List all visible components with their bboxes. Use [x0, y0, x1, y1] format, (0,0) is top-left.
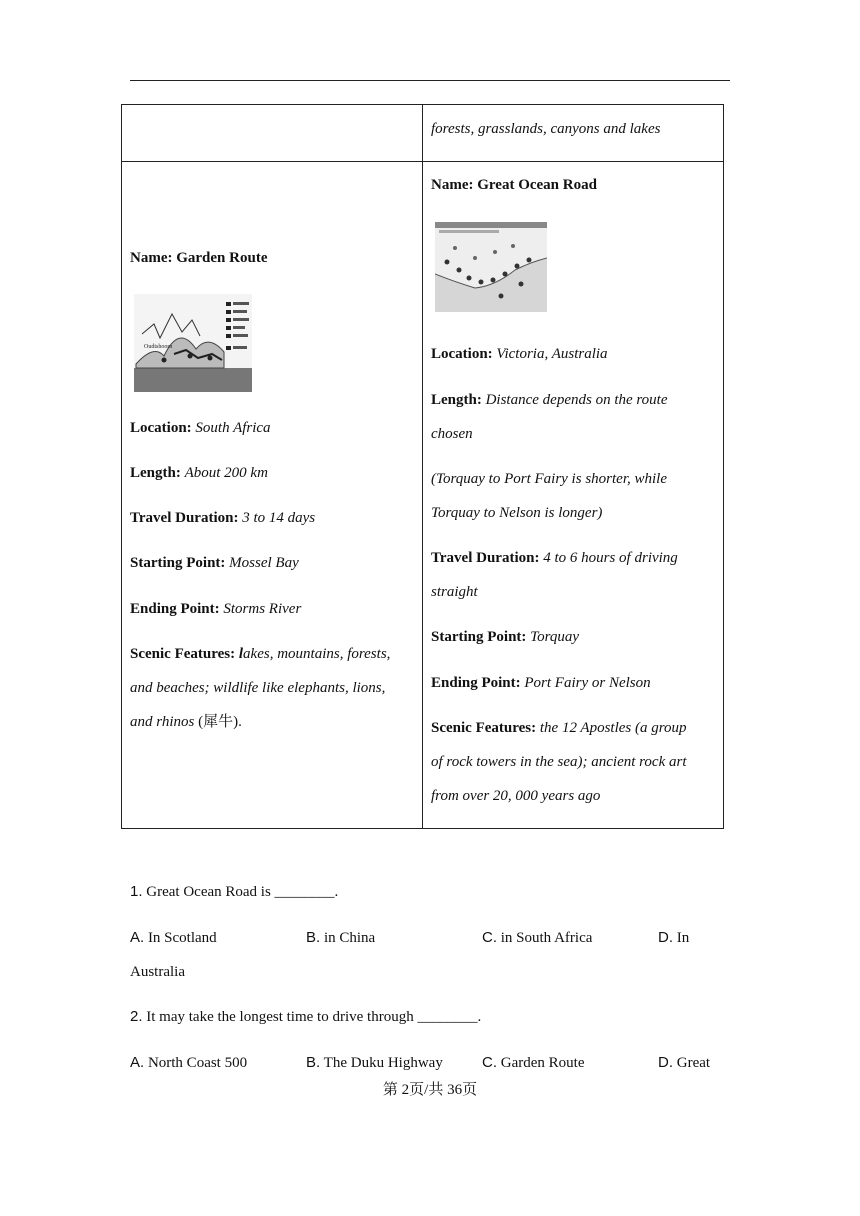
question-number: 1. — [130, 883, 143, 900]
start-line — [431, 627, 579, 647]
start-line — [130, 553, 299, 573]
scenic-note: (犀牛). — [194, 714, 242, 730]
length-label: Length: — [130, 465, 181, 481]
option-d[interactable] — [658, 928, 689, 948]
duration-label: Travel Duration: — [130, 510, 239, 526]
option-b[interactable] — [306, 1053, 443, 1073]
end-line — [431, 673, 651, 693]
option-letter: B. — [306, 929, 321, 946]
option-letter: A. — [130, 929, 145, 946]
name-line — [130, 248, 267, 268]
location-line — [431, 344, 608, 364]
option-d[interactable] — [658, 1053, 710, 1073]
length-line-2: chosen — [431, 426, 473, 442]
page-footer: 第 2页/共 36页 — [382, 1082, 478, 1098]
location-value: Victoria, Australia — [496, 346, 608, 362]
start-label: Starting Point: — [431, 629, 527, 645]
garden-route-cell — [122, 162, 423, 829]
scenic-line-1 — [130, 644, 390, 664]
start-label: Starting Point: — [130, 555, 226, 571]
option-letter: D. — [658, 1054, 673, 1071]
cell-text: forests, grasslands, canyons and lakes — [431, 121, 661, 137]
option-text: in South Africa — [500, 930, 593, 946]
scenic-value-bold: l — [238, 646, 244, 662]
option-a[interactable] — [130, 1053, 247, 1073]
question-stem: Great Ocean Road is ________. — [146, 884, 339, 900]
table-row — [122, 105, 724, 162]
svg-text:Oudtshoorn: Oudtshoorn — [144, 344, 173, 350]
option-text: The Duku Highway — [323, 1055, 443, 1071]
scenic-line-2: of rock towers in the sea); ancient rock art — [431, 754, 687, 770]
scenic-label: Scenic Features: — [431, 720, 537, 736]
table-cell — [423, 105, 724, 162]
scenic-line-3: from over 20, 000 years ago — [431, 788, 601, 804]
option-letter: C. — [482, 1054, 497, 1071]
option-letter: C. — [482, 929, 497, 946]
end-label: Ending Point: — [130, 601, 220, 617]
question-number: 2. — [130, 1008, 143, 1025]
name-label: Name: — [130, 250, 173, 266]
great-ocean-road-map-image — [435, 222, 547, 312]
scenic-value: the 12 Apostles (a group — [539, 720, 687, 736]
option-d-wrap: Australia — [130, 964, 185, 980]
name-line: Name: Great Ocean Road — [431, 177, 597, 193]
duration-line — [431, 548, 678, 568]
end-value: Port Fairy or Nelson — [524, 675, 651, 691]
option-a[interactable] — [130, 928, 217, 948]
scenic-value: and rhinos — [130, 714, 195, 730]
table-cell-empty — [122, 105, 423, 162]
length-line — [431, 390, 668, 410]
scenic-line-3 — [130, 712, 242, 732]
end-label: Ending Point: — [431, 675, 521, 691]
location-label: Location: — [130, 420, 192, 436]
scenic-value: akes, mountains, forests, — [243, 646, 391, 662]
question-2 — [130, 1007, 481, 1027]
start-value: Mossel Bay — [229, 555, 299, 571]
route-note-line-1: (Torquay to Port Fairy is shorter, while — [431, 471, 667, 487]
scenic-line-1 — [431, 718, 687, 738]
question-stem: It may take the longest time to drive through ________. — [146, 1009, 482, 1025]
end-line — [130, 599, 301, 619]
option-text: In — [676, 930, 690, 946]
option-letter: A. — [130, 1054, 145, 1071]
option-text: In Scotland — [147, 930, 217, 946]
option-c[interactable] — [482, 928, 592, 948]
option-text: in China — [323, 930, 376, 946]
route-note-line-2: Torquay to Nelson is longer) — [431, 505, 603, 521]
end-value: Storms River — [223, 601, 302, 617]
location-label: Location: — [431, 346, 493, 362]
option-c[interactable] — [482, 1053, 584, 1073]
location-line — [130, 418, 271, 438]
length-line — [130, 463, 268, 483]
routes-table — [121, 104, 724, 829]
option-text: North Coast 500 — [147, 1055, 248, 1071]
duration-value: 3 to 14 days — [242, 510, 316, 526]
option-b[interactable] — [306, 928, 375, 948]
duration-value: 4 to 6 hours of driving — [543, 550, 678, 566]
name-value: Garden Route — [176, 250, 268, 266]
start-value: Torquay — [530, 629, 580, 645]
garden-route-map-image — [134, 294, 252, 392]
great-ocean-road-cell — [423, 162, 724, 829]
option-letter: D. — [658, 929, 673, 946]
scenic-label: Scenic Features: — [130, 646, 236, 662]
location-value: South Africa — [195, 420, 271, 436]
length-value: Distance depends on the route — [485, 392, 668, 408]
duration-line-2: straight — [431, 584, 478, 600]
duration-line — [130, 508, 315, 528]
table-row — [122, 162, 724, 829]
option-text: Garden Route — [500, 1055, 585, 1071]
scenic-line-2: and beaches; wildlife like elephants, lions, — [130, 680, 386, 696]
length-value: About 200 km — [184, 465, 268, 481]
option-text: Great — [676, 1055, 711, 1071]
duration-label: Travel Duration: — [431, 550, 540, 566]
header-rule — [130, 80, 730, 81]
question-1 — [130, 882, 338, 902]
option-letter: B. — [306, 1054, 321, 1071]
length-label: Length: — [431, 392, 482, 408]
